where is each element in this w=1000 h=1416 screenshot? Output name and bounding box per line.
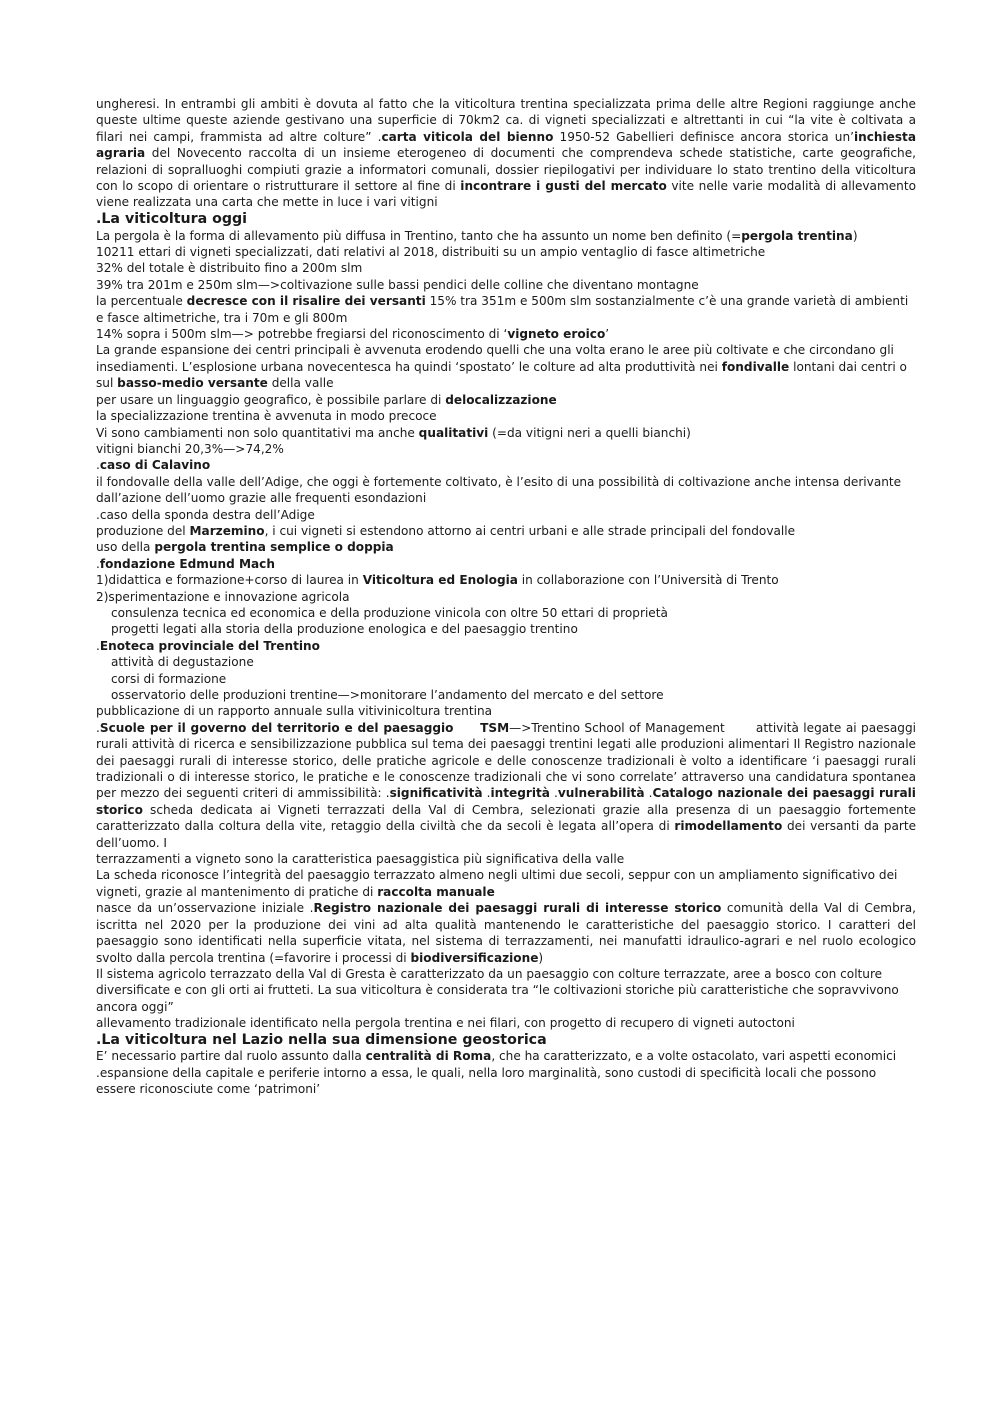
text-line: terrazzamenti a vigneto sono la caratteristica paesaggistica più significativa della valle (96, 852, 625, 867)
text-line: allevamento tradizionale identificato nella pergola trentina e nei filari, con progetto di recupero di vigneti autoctoni (96, 1016, 795, 1031)
text-line: pubblicazione di un rapporto annuale sulla vitivinicoltura trentina (96, 704, 493, 719)
text-line: il fondovalle della valle dell’Adige, che oggi è fortemente coltivato, è l’esito di una possibilità di coltivazione anche intensa derivante dall’azione dell’uomo grazie alle frequenti esondazioni (96, 474, 902, 506)
text-line: produzione del Marzemino, i cui vigneti si estendono attorno ai centri urbani e alle strade principali del fondovalle (96, 523, 796, 538)
subheading-fondazione-mach: .fondazione Edmund Mach (96, 556, 275, 571)
text-line: .caso della sponda destra dell’Adige (96, 507, 315, 522)
subheading-enoteca: .Enoteca provinciale del Trentino (96, 638, 320, 653)
document-page (96, 96, 921, 1098)
text-line: 10211 ettari di vigneti specializzati, dati relativi al 2018, distribuiti su un ampio ventaglio di fasce altimetriche (96, 245, 766, 260)
text-line: la percentuale decresce con il risalire dei versanti 15% tra 351m e 500m slm sostanzialmente c’è una grande varietà di ambienti e fasce altimetriche, tra i 70m e gli 800m (96, 294, 909, 325)
text-line: .espansione della capitale e periferie intorno a essa, le quali, nella loro marginalità, sono custodi di specificità locali che possono essere riconosciute come ‘patrimoni’ (96, 1065, 877, 1097)
indented-line: consulenza tecnica ed economica e della produzione vinicola con oltre 50 ettari di proprietà (111, 605, 668, 620)
subheading-calavino: .caso di Calavino (96, 458, 211, 473)
indented-line: osservatorio delle produzioni trentine—>monitorare l’andamento del mercato e del settore (111, 688, 664, 703)
text-line: La scheda riconosce l’integrità del paesaggio terrazzato almeno negli ultimi due secoli, seppur con un ampliamento significativo dei vigneti, grazie al mantenimento di pratiche di raccolta manuale (96, 868, 898, 899)
scuole-paragraph: .Scuole per il governo del territorio e del paesaggio TSM—>Trentino School of Management attività legate ai paesaggi rurali attività di ricerca e sensibilizzazione pubblica sul tema dei paesaggi trentini legati alle produzioni alimentari Il Registro nazionale dei paesaggi rurali di interesse storico, delle pratiche agricole e delle conoscenze tradizionali è volto a identificare ‘i paesaggi rurali tradizionali o di interesse storico, le pratiche e le conoscenze tradizionali che vi sono correlate’ attraverso una candidatura spontanea per mezzo dei seguenti criteri di ammissibilità: .significatività .integrità .vulnerabilità .Catalogo nazionale dei paesaggi rurali storico scheda dedicata ai Vigneti terrazzati della Val di Cembra, selezionati grazie alla presenza di un paesaggio fortemente caratterizzato dalla coltura della vite, retaggio della civiltà che da secoli è legata all’opera di rimodellamento dei versanti da parte dell’uomo. I (96, 720, 921, 850)
text-line: 32% del totale è distribuito fino a 200m slm (96, 261, 363, 276)
section-heading-lazio: .La viticoltura nel Lazio nella sua dimensione geostorica (96, 1031, 547, 1048)
registro-paragraph: nasce da un’osservazione iniziale .Registro nazionale dei paesaggi rurali di interesse storico comunità della Val di Cembra, iscritta nel 2020 per la produzione dei vini ad alta qualità mantenendo le caratteristiche del paesaggio storico. I caratteri del paesaggio sono identificati nella superficie vitata, nel sistema di terrazzamenti, nei manufatti idraulico-agrari e nel ruolo ecologico svolto dalla percola trentina (=favorire i processi di biodiversificazione) (96, 901, 916, 965)
text-line: 39% tra 201m e 250m slm—>coltivazione sulle bassi pendici delle colline che diventano montagne (96, 277, 699, 292)
text-line: vitigni bianchi 20,3%—>74,2% (96, 441, 284, 456)
text-line: 1)didattica e formazione+corso di laurea in Viticoltura ed Enologia in collaborazione con l’Università di Trento (96, 573, 779, 588)
section-heading-viticoltura-oggi: .La viticoltura oggi (96, 210, 248, 227)
indented-line: corsi di formazione (111, 671, 227, 686)
text-line: La pergola è la forma di allevamento più diffusa in Trentino, tanto che ha assunto un nome ben definito (=pergola trentina) (96, 228, 858, 243)
text-line: E’ necessario partire dal ruolo assunto dalla centralità di Roma, che ha caratterizzato, e a volte ostacolato, vari aspetti economici (96, 1049, 897, 1064)
text-line: la specializzazione trentina è avvenuta in modo precoce (96, 409, 437, 424)
text-line: 14% sopra i 500m slm—> potrebbe fregiarsi del riconoscimento di ‘vigneto eroico’ (96, 327, 610, 342)
text-line: uso della pergola trentina semplice o doppia (96, 540, 394, 555)
intro-paragraph: ungheresi. In entrambi gli ambiti è dovuta al fatto che la viticoltura trentina specializzata prima delle altre Regioni raggiunge anche queste ultime queste aziende gestivano una superficie di 70km2 ca. di vigneti specializzati e altrettanti in cui “la vite è coltivata a filari nei campi, frammista ad altre colture” .carta viticola del bienno 1950-52 Gabellieri definisce ancora storica un’inchiesta agraria del Novecento raccolta di un insieme eterogeneo di documenti che comprendeva schede statistiche, carte geografiche, relazioni di sopralluoghi compiuti grazie a informatori comunali, dossier riepilogativi per individuare lo stato trentino della viticoltura con lo scopo di orientare o ristrutturare il settore al fine di incontrare i gusti del mercato vite nelle varie modalità di allevamento viene realizzata una carta che mette in luce i vari vitigni (96, 97, 916, 210)
indented-line: progetti legati alla storia della produzione enologica e del paesaggio trentino (111, 622, 578, 637)
text-line: Vi sono cambiamenti non solo quantitativi ma anche qualitativi (=da vitigni neri a quelli bianchi) (96, 425, 691, 440)
text-line: per usare un linguaggio geografico, è possibile parlare di delocalizzazione (96, 392, 557, 407)
text-line: Il sistema agricolo terrazzato della Val di Gresta è caratterizzato da un paesaggio con colture terrazzate, aree a bosco con colture diversificate e con gli orti ai frutteti. La sua viticoltura è considerata tra “le coltivazioni storiche più caratteristiche che sopravvivono ancora oggi” (96, 966, 899, 1014)
indented-line: attività di degustazione (111, 655, 254, 670)
text-line: 2)sperimentazione e innovazione agricola (96, 589, 350, 604)
text-line: La grande espansione dei centri principali è avvenuta erodendo quelli che una volta erano le aree più coltivate e che circondano gli insediamenti. L’esplosione urbana novecentesca ha quindi ‘spostato’ le colture ad alta produttività nei fondivalle lontani dai centri o sul basso-medio versante della valle (96, 343, 907, 391)
